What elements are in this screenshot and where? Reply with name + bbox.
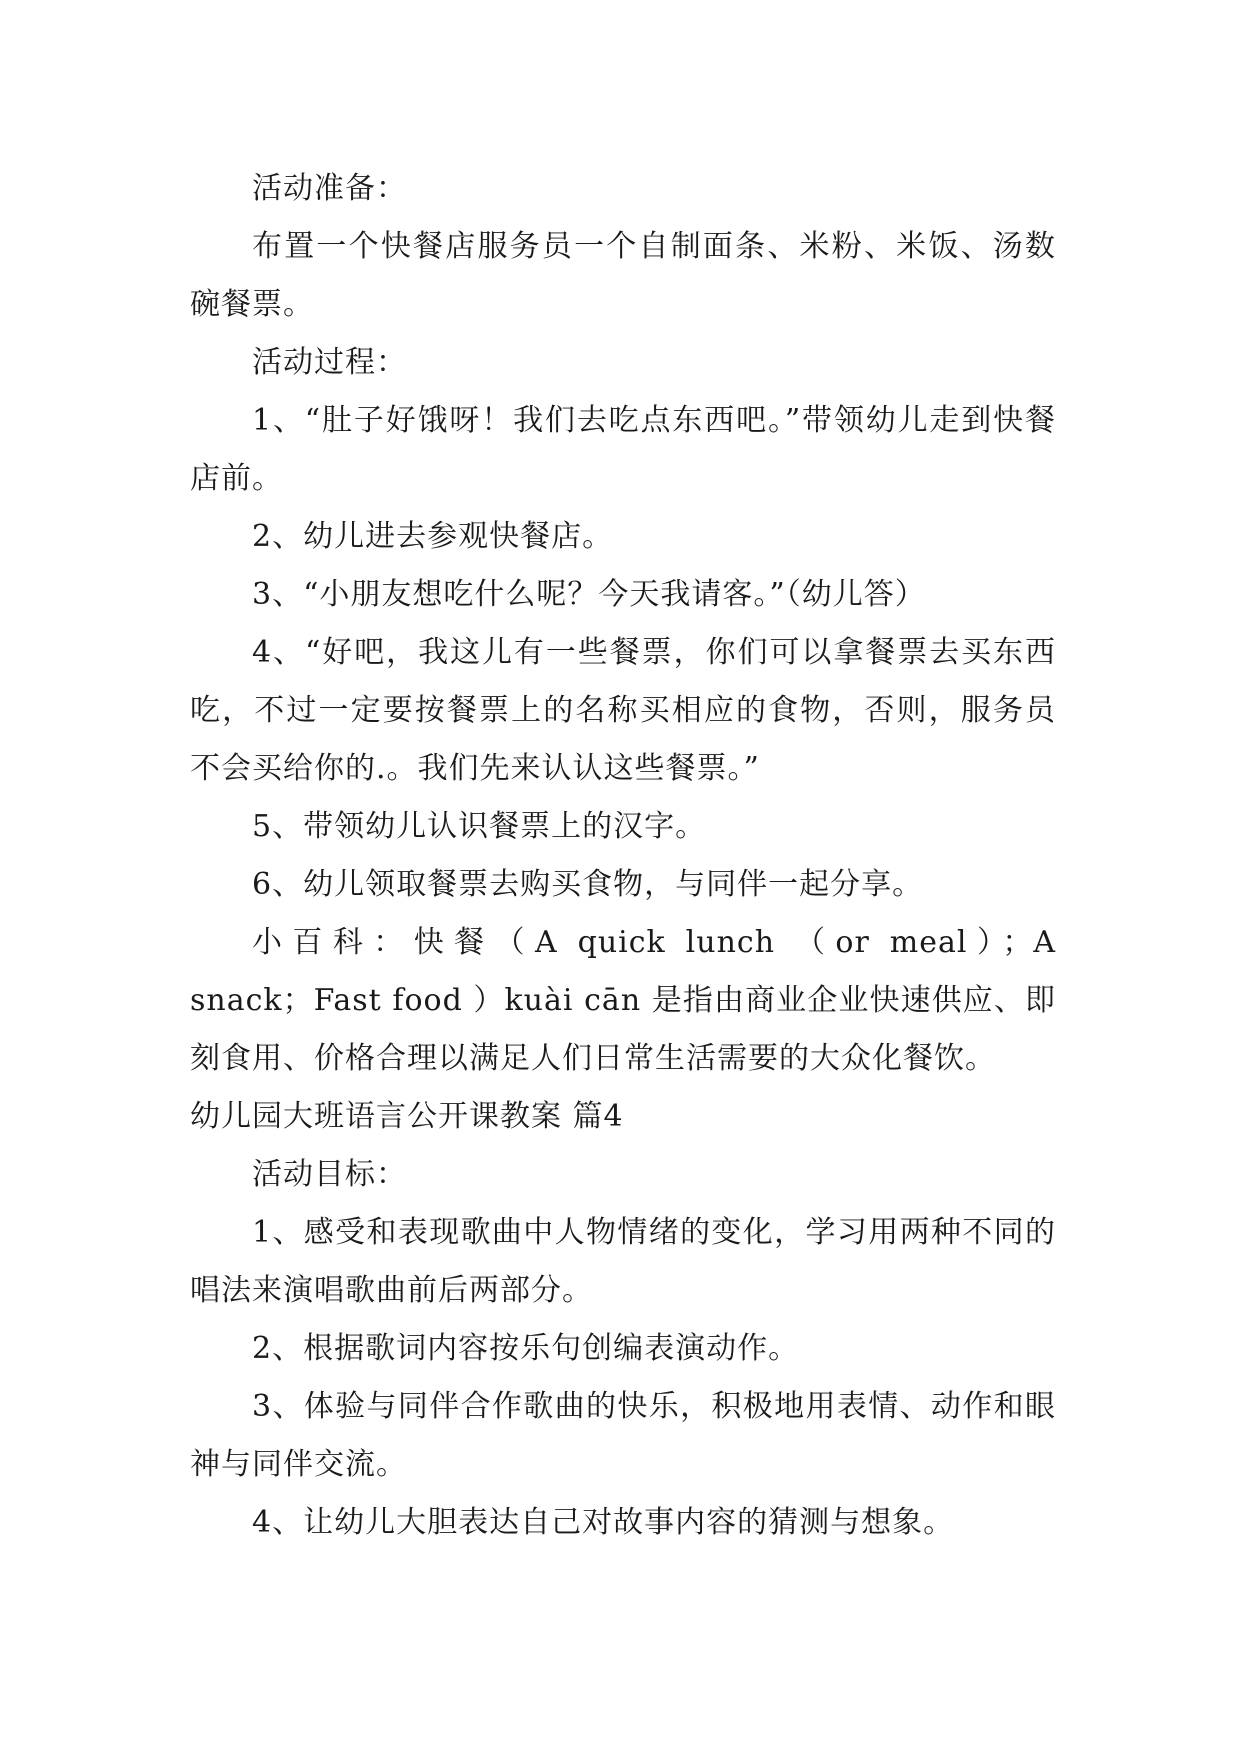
paragraph-step-3: 3、“小朋友想吃什么呢？今天我请客。”（幼儿答）	[252, 577, 926, 612]
paragraph-preparation-title: 活动准备：	[252, 171, 407, 206]
paragraph-goal-4: 4、让幼儿大胆表达自己对故事内容的猜测与想象。	[252, 1505, 955, 1540]
paragraph-process-title: 活动过程：	[252, 345, 407, 380]
paragraph-step-6: 6、幼儿领取餐票去购买食物，与同伴一起分享。	[252, 867, 924, 902]
paragraph-preparation-content: 布置一个快餐店服务员一个自制面条、米粉、米饭、汤数碗餐票。	[190, 229, 1056, 322]
document-body	[190, 160, 1056, 1552]
paragraph-encyclopedia: 小百科：快餐（A quick lunch （or meal）；A snack；Fast food ）kuài cān 是指由商业企业快速供应、即刻食用、价格合理以满足人们日常生活需要的大众化餐饮。	[190, 925, 1056, 1076]
paragraph-goals-title: 活动目标：	[252, 1157, 407, 1192]
paragraph-step-2: 2、幼儿进去参观快餐店。	[252, 519, 614, 554]
paragraph-step-4: 4、“好吧，我这儿有一些餐票，你们可以拿餐票去买东西吃，不过一定要按餐票上的名称买相应的食物，否则，服务员不会买给你的.。我们先来认认这些餐票。”	[190, 635, 1056, 786]
paragraph-step-1: 1、“肚子好饿呀！我们去吃点东西吧。”带领幼儿走到快餐店前。	[190, 403, 1056, 496]
paragraph-goal-3: 3、体验与同伴合作歌曲的快乐，积极地用表情、动作和眼神与同伴交流。	[190, 1389, 1056, 1482]
paragraph-step-5: 5、带领幼儿认识餐票上的汉字。	[252, 809, 707, 844]
paragraph-goal-1: 1、感受和表现歌曲中人物情绪的变化，学习用两种不同的唱法来演唱歌曲前后两部分。	[190, 1215, 1056, 1308]
section-heading: 幼儿园大班语言公开课教案 篇4	[190, 1099, 624, 1134]
paragraph-goal-2: 2、根据歌词内容按乐句创编表演动作。	[252, 1331, 800, 1366]
